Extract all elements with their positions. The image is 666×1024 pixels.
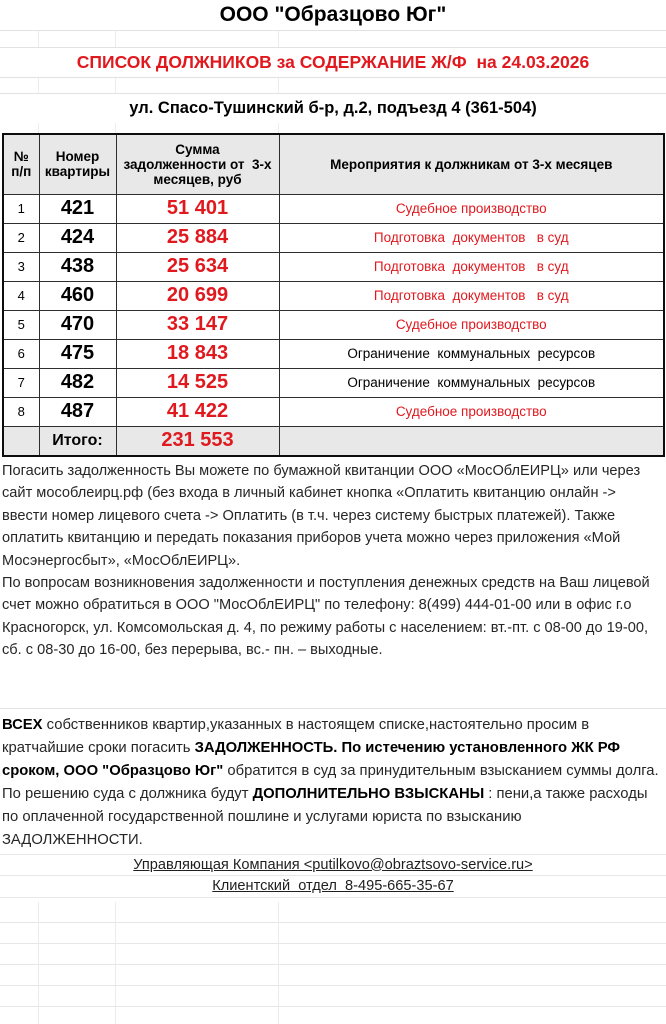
gridline-vertical bbox=[38, 902, 39, 1024]
debt-amount-cell: 33 147 bbox=[116, 310, 279, 339]
row-number-cell: 3 bbox=[3, 252, 39, 281]
total-row bbox=[3, 426, 664, 456]
action-cell: Ограничение коммунальных ресурсов bbox=[279, 339, 664, 368]
table-row bbox=[3, 252, 664, 281]
table-row bbox=[3, 368, 664, 397]
action-cell: Подготовка документов в суд bbox=[279, 223, 664, 252]
gridline-vertical bbox=[38, 31, 39, 47]
action-cell: Подготовка документов в суд bbox=[279, 252, 664, 281]
gridline-vertical bbox=[38, 78, 39, 93]
table-row bbox=[3, 310, 664, 339]
client-phone-link[interactable]: Клиентский отдел 8-495-665-35-67 bbox=[212, 878, 454, 895]
debtors-table-footer bbox=[3, 426, 664, 456]
debtors-table bbox=[2, 133, 665, 457]
table-row bbox=[3, 397, 664, 426]
contacts-paragraph: По вопросам возникновения задолженности и поступления денежных средств на Ваш лицевой счет можно обратиться в ООО "МосОблЕИРЦ" по телефону: 8(499) 444-01-00 или в офис г.о Красногорск, ул. Комсомольская д. 4, по режиму работы с населением: вт.-пт. с 08-00 до 19-00, сб. с 08-30 до 16-00, без перерыва, вс.- пн. – выходные. bbox=[2, 575, 650, 659]
warning-bold-segment: ЗАДОЛЖЕННОСТЬ. По истечению установленного ЖК РФ сроком, bbox=[2, 739, 621, 779]
debtors-list-title-text: СПИСОК ДОЛЖНИКОВ за СОДЕРЖАНИЕ Ж/Ф на 24.03.2026 bbox=[76, 52, 590, 72]
company-title-text: ООО "Образцово Юг" bbox=[219, 3, 447, 26]
apartment-cell: 460 bbox=[39, 281, 116, 310]
warning-bold-segment: ООО "Образцово Юг" bbox=[63, 762, 224, 779]
spacer-row bbox=[0, 31, 666, 48]
gridline-vertical bbox=[115, 78, 116, 93]
apartment-cell: 438 bbox=[39, 252, 116, 281]
total-value: 231 553 bbox=[116, 426, 279, 456]
empty-grid bbox=[0, 902, 666, 1024]
apartment-cell: 475 bbox=[39, 339, 116, 368]
row-number-cell: 7 bbox=[3, 368, 39, 397]
gridline-vertical bbox=[115, 902, 116, 1024]
gridline-vertical bbox=[278, 78, 279, 93]
debtors-list-title bbox=[0, 48, 666, 78]
debtors-table-header bbox=[3, 134, 664, 194]
warning-text-segment: : пени,а также расходы по оплаченной государственной пошлине и услугами юриста по взысканию ЗАДОЛЖЕННОСТИ. bbox=[2, 785, 648, 848]
footer-management-line bbox=[0, 854, 666, 876]
address-title-text: ул. Спасо-Тушинский б-р, д.2, подъезд 4 (361-504) bbox=[129, 99, 537, 117]
debt-amount-cell: 25 634 bbox=[116, 252, 279, 281]
apartment-cell: 421 bbox=[39, 194, 116, 223]
row-number-cell: 4 bbox=[3, 281, 39, 310]
debt-amount-cell: 20 699 bbox=[116, 281, 279, 310]
action-cell: Судебное производство bbox=[279, 194, 664, 223]
apartment-cell: 482 bbox=[39, 368, 116, 397]
gridline-horizontal bbox=[0, 985, 666, 986]
debt-amount-cell: 41 422 bbox=[116, 397, 279, 426]
warning-text-segment: собственников квартир,указанных в настоящем списке,настоятельно просим в кратчайшие сроки погасить bbox=[2, 716, 590, 756]
gridline-vertical bbox=[115, 123, 116, 133]
header-cell-apartment: Номер квартиры bbox=[39, 134, 116, 194]
debt-amount-cell: 18 843 bbox=[116, 339, 279, 368]
gridline-horizontal bbox=[0, 662, 666, 709]
gridline-horizontal bbox=[0, 1006, 666, 1007]
debt-amount-cell: 25 884 bbox=[116, 223, 279, 252]
gridline-vertical bbox=[278, 902, 279, 1024]
header-cell-num: № п/п bbox=[3, 134, 39, 194]
row-number-cell: 1 bbox=[3, 194, 39, 223]
action-cell: Судебное производство bbox=[279, 397, 664, 426]
row-number-cell: 6 bbox=[3, 339, 39, 368]
debt-amount-cell: 51 401 bbox=[116, 194, 279, 223]
management-email-link[interactable]: Управляющая Компания <putilkovo@obraztsovo-service.ru> bbox=[133, 856, 533, 873]
gridline-vertical bbox=[115, 31, 116, 47]
header-cell-actions: Мероприятия к должникам от 3-х месяцев bbox=[279, 134, 664, 194]
table-row bbox=[3, 281, 664, 310]
gridline-vertical bbox=[278, 123, 279, 133]
spacer-row bbox=[0, 123, 666, 133]
table-row bbox=[3, 223, 664, 252]
gridline-vertical bbox=[278, 31, 279, 47]
table-row bbox=[3, 339, 664, 368]
action-cell: Подготовка документов в суд bbox=[279, 281, 664, 310]
row-number-cell: 2 bbox=[3, 223, 39, 252]
debtors-tbody bbox=[3, 194, 664, 426]
total-label: Итого: bbox=[39, 426, 116, 456]
gridline-vertical bbox=[38, 123, 39, 133]
payment-notice bbox=[2, 460, 662, 662]
row-number-cell: 8 bbox=[3, 397, 39, 426]
gridline-horizontal bbox=[0, 922, 666, 923]
footer-client-line bbox=[0, 876, 666, 898]
payment-paragraph: Погасить задолженность Вы можете по бумажной квитанции ООО «МосОблЕИРЦ» или через сайт мособлеирц.рф (без входа в личный кабинет кнопка «Оплатить квитанцию онлайн -> ввести номер лицевого счета -> Оплатить (в т.ч. через систему быстрых платежей). Также оплатить квитанцию и передать показания приборов учета можно через приложения «Мой Мосэнергосбыт», «МосОблЕИРЦ». bbox=[2, 463, 641, 569]
warning-bold-segment: ВСЕХ bbox=[2, 716, 43, 733]
row-number-cell: 5 bbox=[3, 310, 39, 339]
apartment-cell: 424 bbox=[39, 223, 116, 252]
action-cell: Ограничение коммунальных ресурсов bbox=[279, 368, 664, 397]
warning-paragraph bbox=[2, 714, 660, 852]
action-cell: Судебное производство bbox=[279, 310, 664, 339]
header-cell-debt: Сумма задолженности от 3-х месяцев, руб bbox=[116, 134, 279, 194]
table-row bbox=[3, 194, 664, 223]
address-title bbox=[0, 94, 666, 123]
gridline-horizontal bbox=[0, 943, 666, 944]
debt-amount-cell: 14 525 bbox=[116, 368, 279, 397]
spacer-row bbox=[0, 78, 666, 94]
warning-text-segment: обратится в суд за принудительным взысканием суммы долга. По решению суда с должника будут bbox=[2, 762, 659, 802]
apartment-cell: 487 bbox=[39, 397, 116, 426]
apartment-cell: 470 bbox=[39, 310, 116, 339]
total-empty-cell bbox=[3, 426, 39, 456]
header-row bbox=[3, 134, 664, 194]
company-title bbox=[0, 0, 666, 31]
total-empty-cell bbox=[279, 426, 664, 456]
warning-bold-segment: ДОПОЛНИТЕЛЬНО ВЗЫСКАНЫ bbox=[252, 785, 485, 802]
gridline-horizontal bbox=[0, 964, 666, 965]
